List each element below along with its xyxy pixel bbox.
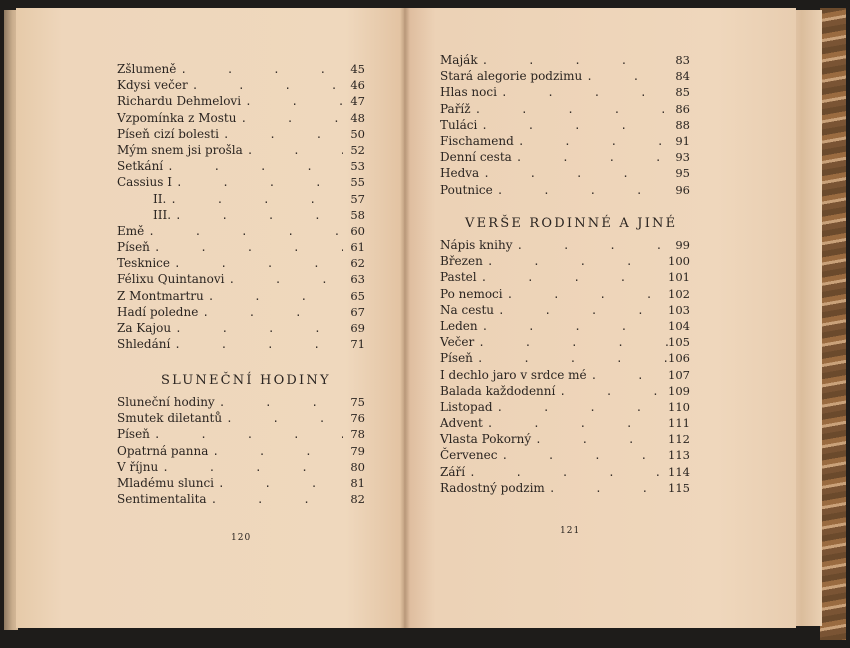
toc-entry	[117, 320, 365, 336]
toc-entry	[117, 410, 365, 426]
toc-entry-title: Mladému slunci	[117, 475, 214, 490]
toc-entry-title: II.	[153, 191, 167, 206]
toc-leader-dots	[198, 305, 343, 321]
toc-entry-title: Píseň	[440, 351, 473, 366]
toc-leader-dots	[171, 208, 343, 224]
toc-leader-dots	[158, 460, 343, 476]
toc-leader-dots	[144, 224, 343, 240]
toc-entry	[117, 61, 365, 77]
toc-entry-page: 76	[350, 411, 365, 426]
right-section-title: VERŠE RODINNÉ A JINÉ	[465, 216, 678, 231]
toc-leader-dots	[503, 287, 668, 303]
toc-entry-title: Kdysi večer	[117, 78, 188, 93]
toc-entry-page: 86	[675, 101, 690, 116]
toc-entry-page: 80	[350, 459, 365, 474]
toc-entry-page: 57	[350, 191, 365, 206]
toc-entry-title: Tesknice	[117, 256, 170, 271]
toc-entry-page: 91	[675, 133, 690, 148]
left-section-toc-list	[117, 394, 365, 507]
toc-entry	[117, 77, 365, 93]
toc-entry-title: Paříž	[440, 101, 471, 116]
toc-leader-dots	[176, 62, 343, 78]
toc-leader-dots	[477, 118, 668, 134]
left-section-title: SLUNEČNÍ HODINY	[161, 373, 331, 388]
toc-entry-title: Smutek diletantů	[117, 411, 223, 426]
toc-entry-title: Píseň	[117, 240, 150, 255]
toc-entry	[117, 271, 365, 287]
toc-entry-page: 110	[668, 399, 690, 414]
toc-leader-dots	[483, 416, 668, 432]
toc-entry-page: 83	[675, 53, 690, 67]
toc-entry-page: 53	[350, 159, 365, 174]
toc-leader-dots	[150, 427, 343, 443]
toc-leader-dots	[166, 192, 343, 208]
toc-entry-title: Tuláci	[440, 117, 478, 132]
toc-entry	[117, 255, 365, 271]
toc-entry-title: Z Montmartru	[117, 288, 204, 303]
toc-entry-page: 93	[675, 150, 690, 165]
left-toc-list	[117, 61, 365, 352]
toc-entry-page: 60	[350, 223, 365, 238]
toc-entry	[117, 126, 365, 142]
toc-entry-title: Maják	[440, 53, 478, 67]
toc-leader-dots	[219, 127, 343, 143]
toc-leader-dots	[208, 444, 343, 460]
toc-entry-title: Březen	[440, 254, 483, 269]
toc-entry-page: 106	[668, 351, 690, 366]
toc-leader-dots	[471, 102, 668, 118]
toc-entry-page: 84	[675, 69, 690, 84]
toc-leader-dots	[207, 492, 343, 508]
toc-leader-dots	[204, 289, 343, 305]
toc-entry	[440, 269, 690, 285]
toc-entry-page: 63	[350, 272, 365, 287]
toc-leader-dots	[170, 337, 343, 353]
toc-entry-title: Červenec	[440, 448, 498, 463]
toc-entry	[440, 318, 690, 334]
toc-leader-dots	[478, 319, 668, 335]
toc-entry-title: III.	[153, 207, 172, 222]
toc-entry-title: Listopad	[440, 399, 493, 414]
toc-leader-dots	[150, 240, 343, 256]
right-toc-list	[440, 52, 690, 198]
toc-entry	[440, 117, 690, 133]
toc-entry-title: Vlasta Pokorný	[440, 432, 532, 447]
toc-leader-dots	[582, 69, 668, 85]
toc-leader-dots	[513, 238, 669, 254]
right-page-number: 121	[560, 526, 581, 536]
toc-entry-title: Stará alegorie podzimu	[440, 69, 583, 84]
toc-entry-page: 71	[350, 337, 365, 352]
toc-leader-dots	[243, 143, 343, 159]
toc-entry-page: 50	[350, 126, 365, 141]
toc-entry	[117, 191, 365, 207]
book-gutter	[400, 8, 410, 628]
toc-entry-title: Fischamend	[440, 133, 514, 148]
toc-leader-dots	[215, 395, 343, 411]
toc-entry-title: Nápis knihy	[440, 238, 513, 252]
toc-leader-dots	[497, 85, 668, 101]
toc-entry	[117, 239, 365, 255]
toc-entry	[440, 431, 690, 447]
toc-entry	[117, 288, 365, 304]
toc-leader-dots	[170, 256, 343, 272]
toc-entry	[440, 101, 690, 117]
toc-entry	[117, 394, 365, 410]
toc-entry	[440, 84, 690, 100]
toc-leader-dots	[493, 183, 668, 199]
left-page-number: 120	[231, 533, 252, 543]
toc-entry	[117, 93, 365, 109]
toc-entry	[440, 302, 690, 318]
toc-entry-title: Emě	[117, 223, 145, 238]
toc-entry-page: 61	[350, 240, 365, 255]
toc-entry-page: 48	[350, 110, 365, 125]
toc-leader-dots	[236, 111, 343, 127]
toc-entry-page: 99	[675, 238, 690, 252]
toc-entry	[117, 142, 365, 158]
toc-entry	[117, 110, 365, 126]
toc-entry	[440, 52, 690, 68]
toc-entry-page: 69	[350, 321, 365, 335]
toc-leader-dots	[477, 270, 668, 286]
toc-entry	[440, 165, 690, 181]
toc-leader-dots	[465, 465, 668, 481]
toc-entry-title: Vzpomínka z Mostu	[117, 110, 237, 125]
toc-entry	[440, 415, 690, 431]
toc-entry-page: 112	[668, 432, 690, 447]
toc-entry-title: Opatrná panna	[117, 443, 209, 458]
toc-entry-title: Advent	[440, 416, 483, 431]
toc-entry-page: 62	[350, 256, 365, 271]
toc-entry	[117, 223, 365, 239]
toc-leader-dots	[171, 321, 343, 337]
toc-entry-page: 45	[350, 62, 365, 76]
toc-entry-title: Setkání	[117, 159, 164, 174]
toc-entry-title: Félixu Quintanovi	[117, 272, 225, 287]
toc-entry-title: Richardu Dehmelovi	[117, 94, 242, 109]
toc-leader-dots	[222, 411, 343, 427]
toc-leader-dots	[493, 400, 668, 416]
toc-entry-page: 65	[350, 288, 365, 303]
toc-entry-page: 107	[668, 367, 690, 382]
toc-leader-dots	[188, 78, 343, 94]
toc-entry-page: 58	[350, 207, 365, 222]
toc-entry-title: Denní cesta	[440, 150, 512, 165]
toc-leader-dots	[473, 351, 668, 367]
toc-entry	[117, 207, 365, 223]
toc-entry	[117, 443, 365, 459]
toc-entry-title: I dechlo jaro v srdce mé	[440, 367, 587, 382]
toc-entry-page: 104	[668, 318, 690, 333]
toc-entry	[117, 491, 365, 507]
toc-entry-page: 96	[675, 182, 690, 197]
toc-entry-title: Poutnice	[440, 182, 493, 197]
toc-entry-page: 79	[350, 443, 365, 458]
toc-entry-page: 115	[668, 480, 690, 495]
toc-entry-page: 88	[675, 117, 690, 132]
toc-entry-page: 75	[350, 395, 365, 409]
toc-entry-title: Sluneční hodiny	[117, 395, 215, 409]
toc-entry-page: 102	[668, 286, 690, 301]
toc-entry	[440, 399, 690, 415]
toc-entry-title: Mým snem jsi prošla	[117, 142, 243, 157]
toc-entry-title: Za Kajou	[117, 321, 172, 335]
toc-entry	[440, 133, 690, 149]
toc-entry-title: Září	[440, 464, 466, 479]
toc-entry-title: Leden	[440, 318, 478, 333]
toc-leader-dots	[172, 175, 343, 191]
toc-entry-page: 78	[350, 427, 365, 442]
toc-entry	[440, 350, 690, 366]
toc-entry-page: 82	[350, 492, 365, 507]
toc-entry-page: 111	[668, 416, 690, 431]
toc-leader-dots	[474, 335, 668, 351]
toc-entry-title: Po nemoci	[440, 286, 503, 301]
toc-leader-dots	[163, 159, 343, 175]
toc-entry	[440, 237, 690, 253]
toc-entry-title: Zšlumeně	[117, 62, 177, 76]
toc-entry	[440, 286, 690, 302]
toc-entry-title: Sentimentalita	[117, 492, 207, 507]
toc-entry	[117, 426, 365, 442]
toc-entry-page: 85	[675, 85, 690, 100]
toc-entry-title: Shledání	[117, 337, 171, 352]
toc-entry-page: 67	[350, 304, 365, 319]
toc-entry-page: 46	[350, 78, 365, 93]
toc-entry-title: Pastel	[440, 270, 477, 285]
toc-entry-title: Hedva	[440, 166, 480, 181]
toc-entry-page: 114	[668, 464, 690, 479]
toc-entry-page: 55	[350, 175, 365, 190]
toc-entry-page: 47	[350, 94, 365, 109]
toc-entry-page: 101	[668, 270, 690, 285]
toc-entry	[440, 367, 690, 383]
toc-entry-page: 105	[668, 335, 690, 350]
toc-entry	[440, 447, 690, 463]
toc-leader-dots	[494, 303, 668, 319]
toc-entry	[440, 464, 690, 480]
toc-leader-dots	[531, 432, 668, 448]
toc-entry-title: Píseň	[117, 427, 150, 442]
toc-leader-dots	[514, 134, 668, 150]
toc-entry	[440, 149, 690, 165]
toc-leader-dots	[497, 448, 668, 464]
toc-entry-page: 95	[675, 166, 690, 181]
toc-entry	[117, 336, 365, 352]
toc-leader-dots	[512, 150, 668, 166]
toc-entry-page: 52	[350, 142, 365, 157]
toc-entry-page: 103	[668, 302, 690, 317]
toc-entry	[117, 304, 365, 320]
toc-entry	[440, 68, 690, 84]
toc-entry	[117, 158, 365, 174]
toc-entry-title: Hadí poledne	[117, 304, 199, 319]
toc-entry-page: 81	[350, 475, 365, 490]
toc-entry	[117, 475, 365, 491]
toc-leader-dots	[214, 476, 343, 492]
toc-entry-title: Balada každodenní	[440, 383, 556, 398]
toc-entry-page: 100	[668, 254, 690, 269]
toc-entry	[440, 480, 690, 496]
toc-entry-title: Cassius I	[117, 175, 172, 190]
toc-leader-dots	[545, 481, 668, 497]
toc-leader-dots	[241, 94, 343, 110]
toc-entry	[440, 383, 690, 399]
toc-entry	[440, 182, 690, 198]
toc-entry-title: Hlas noci	[440, 85, 497, 100]
toc-entry	[117, 459, 365, 475]
toc-entry-title: Píseň cizí bolesti	[117, 126, 219, 141]
toc-entry-title: Večer	[440, 335, 475, 350]
book-cover-edge	[820, 8, 846, 640]
toc-entry-title: V říjnu	[117, 459, 159, 474]
toc-entry-page: 113	[668, 448, 690, 463]
toc-leader-dots	[478, 53, 668, 69]
toc-leader-dots	[479, 166, 668, 182]
toc-entry	[440, 253, 690, 269]
toc-entry	[117, 174, 365, 190]
toc-leader-dots	[555, 384, 668, 400]
toc-entry-page: 109	[668, 383, 690, 398]
toc-entry	[440, 334, 690, 350]
toc-entry-title: Radostný podzim	[440, 480, 545, 495]
toc-leader-dots	[587, 368, 668, 384]
toc-entry-title: Na cestu	[440, 302, 494, 317]
toc-leader-dots	[224, 272, 343, 288]
toc-leader-dots	[483, 254, 668, 270]
right-section-toc-list	[440, 237, 690, 496]
